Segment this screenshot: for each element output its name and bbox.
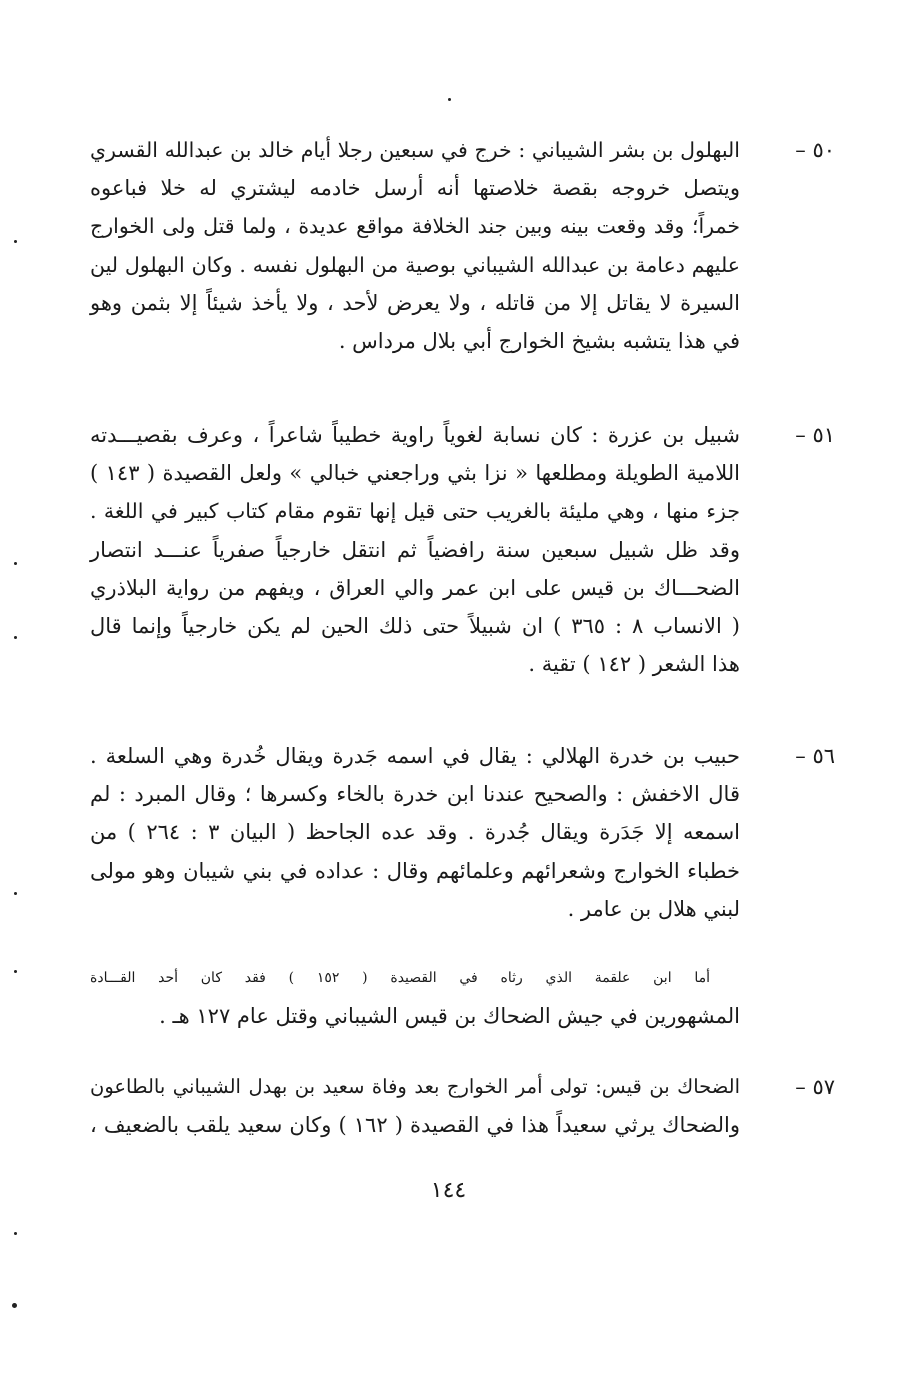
text-line: خمراً؛ وقد وقعت بينه وبين جند الخلافة مواقع عديدة ، ولما قتل ولى الخوارج [90,214,740,239]
entry-number: ٥٧ – [795,1075,835,1099]
text-line: هذا الشعر ( ١٤٢ ) تقية . [528,652,740,677]
text-line: اللامية الطويلة ومطلعها « نزا بثي وراجعني خبالي » ولعل القصيدة ( ١٤٣ ) [90,461,740,486]
scan-speck [14,562,17,565]
page-number: ١٤٤ [430,1178,467,1203]
text-line: والضحاك يرثي سعيداً هذا في القصيدة ( ١٦٢ ) وكان سعيد يلقب بالضعيف ، [90,1113,741,1138]
text-line: اسمعه إلا جَدَرة ويقال جُدرة . وقد عده الجاحظ ( البيان ٣ : ٢٦٤ ) من [90,820,740,845]
text-line: ويتصل خروجه بقصة خلاصتها أنه أرسل خادمه ليشتري له خلا فباعوه [90,176,740,201]
text-line: لبني هلال بن عامر . [567,896,740,921]
text-line: جزء منها ، وهي مليئة بالغريب حتى قيل إنها تقوم مقام كتاب كبير في اللغة . [90,499,740,524]
scan-speck [448,98,451,101]
text-line: السيرة لا يقاتل إلا من قاتله ، ولا يعرض لأحد ، ولا يأخذ شيئاً إلا بثمن وهو [90,290,740,315]
text-line: الضحـــاك بن قيس على ابن عمر والي العراق ، ويفهم من رواية البلاذري [90,575,740,600]
scan-speck [14,636,17,639]
scan-speck [14,970,17,973]
continuation-paragraph [90,959,740,1035]
scan-speck [14,1232,17,1235]
text-line: عليهم دعامة بن عبدالله الشيباني بوصية من البهلول نفسه . وكان البهلول لين [90,252,740,277]
entry-text [90,1068,740,1144]
entry-number: ٥١ – [795,423,835,447]
entry-text [90,416,740,683]
entry-text [90,131,740,360]
scan-speck [12,1303,17,1308]
text-line: شبيل بن عزرة : كان نسابة لغوياً راوية خطيباً شاعراً ، وعرف بقصيـــدته [90,423,740,447]
scan-speck [14,240,17,243]
text-line: المشهورين في جيش الضحاك بن قيس الشيباني وقتل عام ١٢٧ هـ . [159,1004,740,1029]
text-line: ( الانساب ٨ : ٣٦٥ ) ان شبيلاً حتى ذلك الحين لم يكن خارجياً وإنما قال [90,614,740,639]
text-line: الضحاك بن قيس: تولى أمر الخوارج بعد وفاة سعيد بن بهدل الشيباني بالطاعون [90,1075,740,1098]
text-line: البهلول بن بشر الشيباني : خرج في سبعين رجلا أيام خالد بن عبدالله القسري [90,138,740,162]
text-line: وقد ظل شبيل سبعين سنة رافضياً ثم انتقل خارجياً صفرياً عنـــد انتصار [90,537,740,562]
entry-text [90,737,740,928]
text-line: أما ابن علقمة الذي رثاه في القصيدة ( ١٥٢ ) فقد كان أحد القـــادة [90,970,710,986]
entry-number: ٥٦ – [795,744,835,768]
text-line: في هذا يتشبه بشيخ الخوارج أبي بلال مرداس . [338,329,740,354]
text-line: خطباء الخوارج وشعرائهم وعلمائهم وقال : عداده في بني شيبان وهو مولى [90,858,740,883]
text-line: حبيب بن خدرة الهلالي : يقال في اسمه جَدرة ويقال خُدرة وهي السلعة . [90,744,740,768]
text-line: قال الاخفش : والصحيح عندنا ابن خدرة بالخاء وكسرها ؛ وقال المبرد : لم [90,782,740,807]
entry-number: ٥٠ – [795,138,835,162]
scan-speck [14,892,17,895]
